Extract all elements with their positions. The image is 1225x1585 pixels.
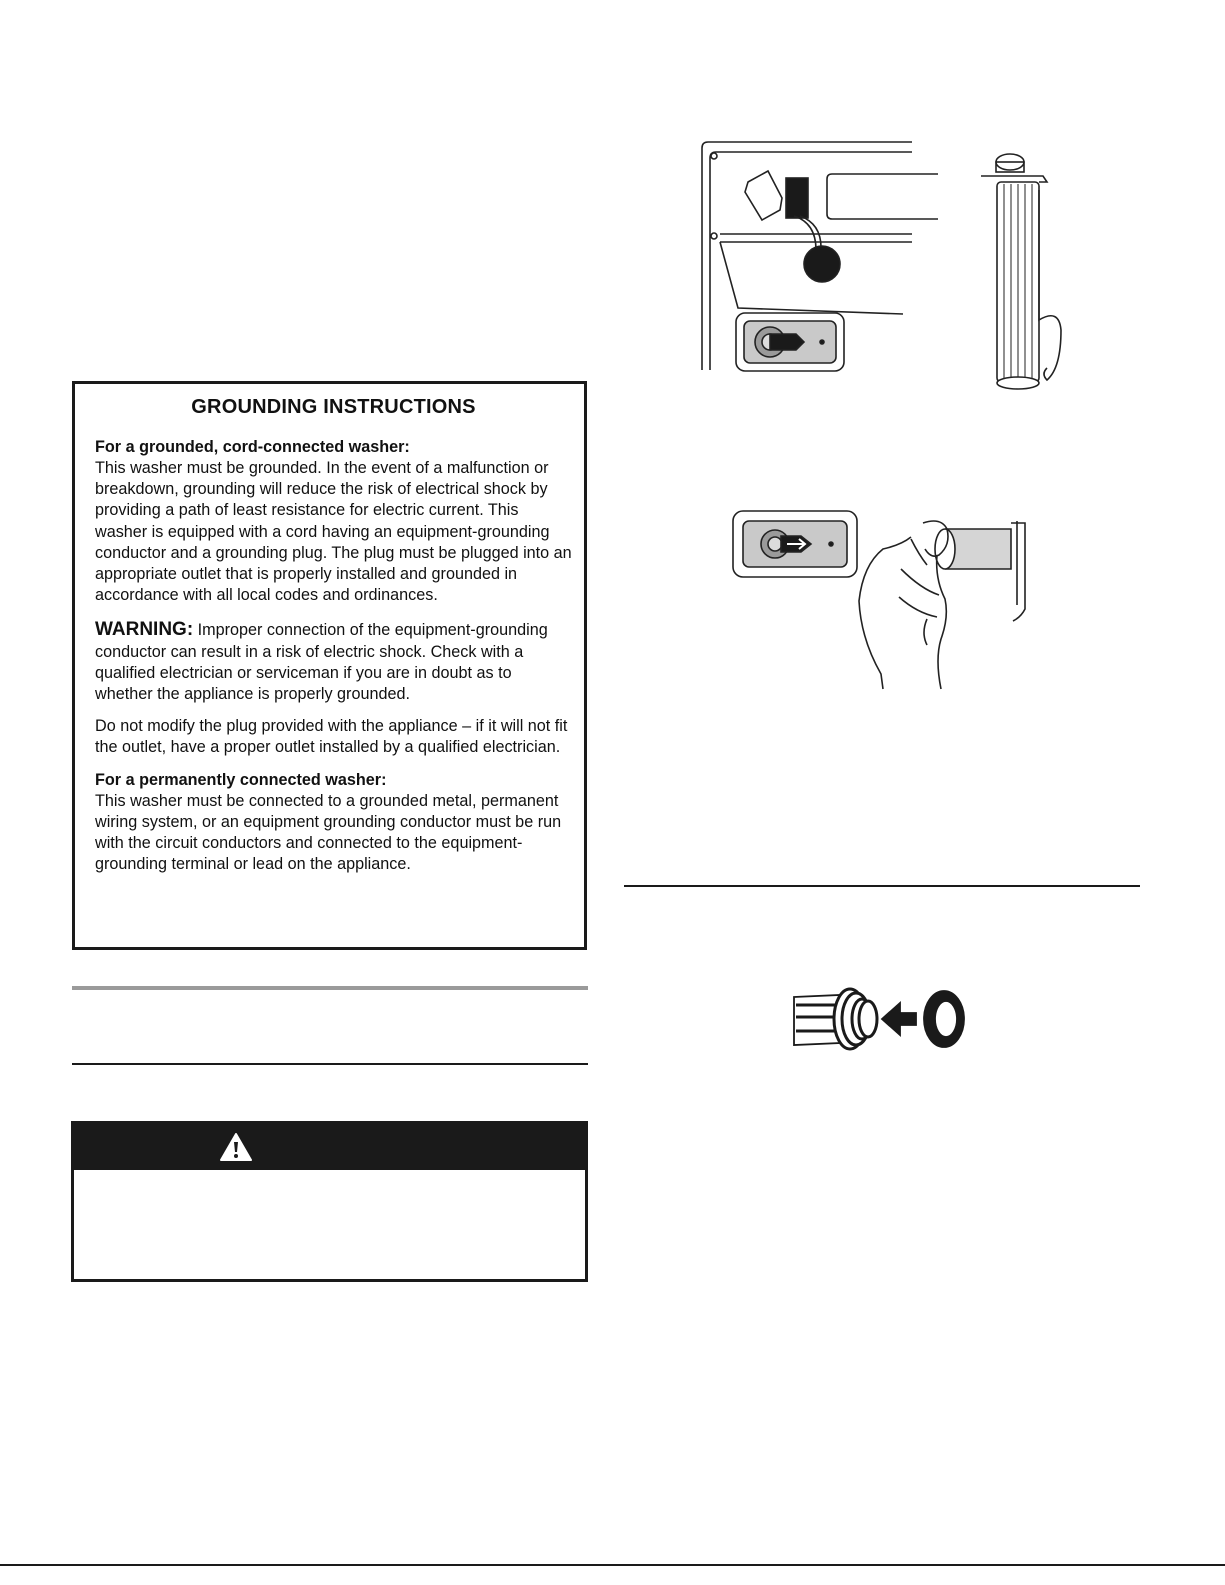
warning-triangle-icon	[219, 1132, 253, 1162]
section-divider-left	[72, 1063, 588, 1065]
cord-connected-text: This washer must be grounded. In the event of a malfunction or breakdown, grounding will reduce the risk of electrical shock by providing a path of least resistance for electric current. This washer is equipped with a cord having an equipment-grounding conductor and a grounding plug. The plug must be plugged into an appropriate outlet that is properly installed and grounded in accordance with all local codes and ordinances.	[95, 459, 572, 605]
permanent-connection-heading: For a permanently connected washer:	[95, 770, 387, 789]
hose-coupling-washer-illustration	[790, 985, 975, 1055]
hand-removing-spacer-illustration	[731, 509, 1031, 694]
grounding-instructions-title: GROUNDING INSTRUCTIONS	[191, 396, 476, 418]
section-divider-gray	[72, 986, 588, 990]
warning-header-bar	[74, 1124, 585, 1170]
warning-text: Improper connection of the equipment-grounding conductor can result in a risk of electric shock. Check with a qualified electrician or serviceman if you are in doubt as to whether the appliance is properly grounded.	[95, 621, 548, 704]
plug-modification-text: Do not modify the plug provided with the appliance – if it will not fit the outlet, have a proper outlet installed by a qualified electrician.	[95, 717, 568, 757]
section-divider-right	[624, 885, 1140, 887]
page-bottom-rule	[0, 1564, 1225, 1566]
permanent-connection-text: This washer must be connected to a grounded metal, permanent wiring system, or an equipment grounding conductor must be run with the circuit conductors and connected to the equipment-grounding terminal or lead on the appliance.	[95, 791, 562, 874]
washer-back-panel-illustration	[698, 138, 943, 374]
cord-connected-heading: For a grounded, cord-connected washer:	[95, 438, 410, 456]
warning-panel	[71, 1121, 588, 1282]
warning-label: WARNING:	[95, 619, 194, 641]
grounding-instructions-box	[72, 381, 587, 950]
warning-paragraph	[95, 619, 572, 705]
transport-spacer-illustration	[973, 150, 1063, 395]
